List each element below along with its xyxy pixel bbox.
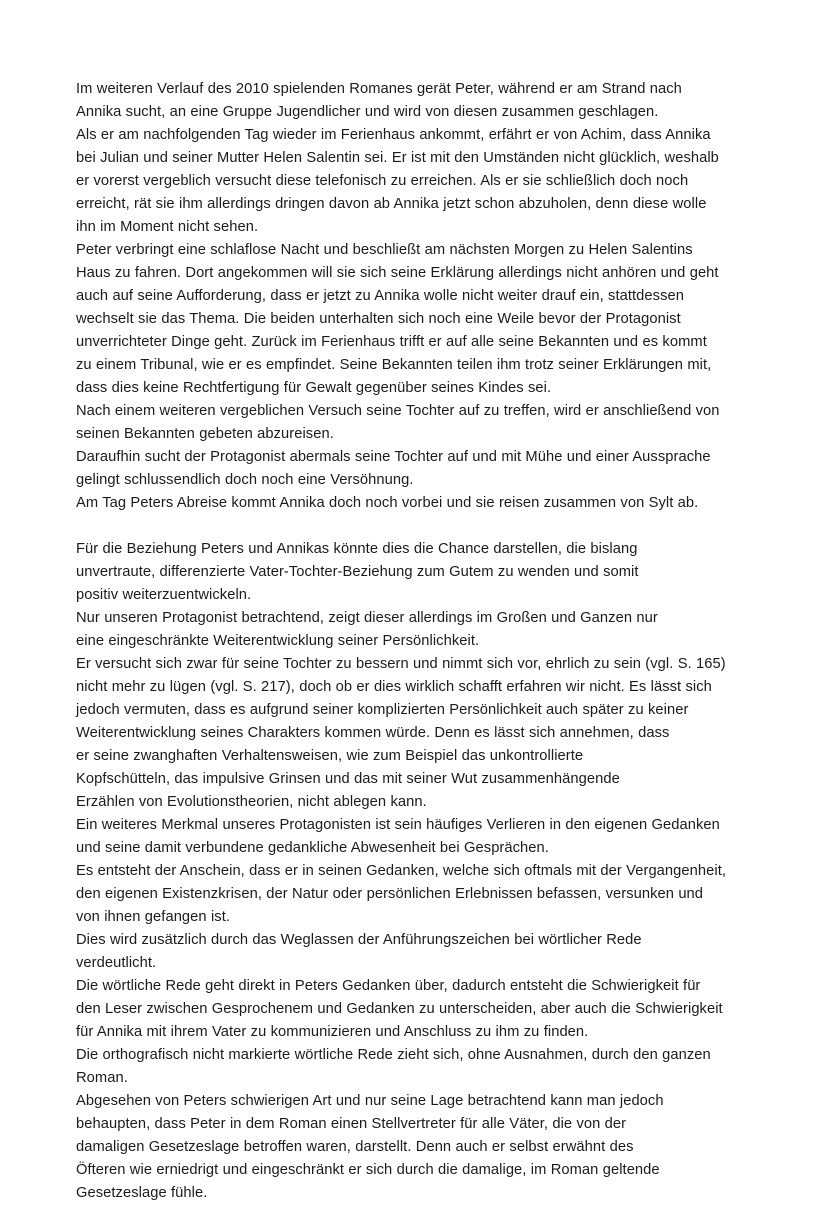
text-line: Die orthografisch nicht markierte wörtliche Rede zieht sich, ohne Ausnahmen, durch den ganzen [76, 1047, 711, 1063]
text-line: gelingt schlussendlich doch noch eine Versöhnung. [76, 472, 414, 488]
text-line: Daraufhin sucht der Protagonist abermals seine Tochter auf und mit Mühe und einer Aussprache [76, 449, 711, 465]
text-line: positiv weiterzuentwickeln. [76, 587, 252, 603]
text-line: Für die Beziehung Peters und Annikas könnte dies die Chance darstellen, die bislang [76, 541, 638, 557]
text-line: nicht mehr zu lügen (vgl. S. 217), doch ob er dies wirklich schafft erfahren wir nicht. Es lässt sich [76, 679, 712, 695]
text-line: verdeutlicht. [76, 955, 157, 971]
text-line: wechselt sie das Thema. Die beiden unterhalten sich noch eine Weile bevor der Protagonist [76, 311, 681, 327]
text-line: ihn im Moment nicht sehen. [76, 219, 259, 235]
text-line: den Leser zwischen Gesprochenem und Gedanken zu unterscheiden, aber auch die Schwierigkeit [76, 1001, 723, 1017]
text-line: dass dies keine Rechtfertigung für Gewalt gegenüber seines Kindes sei. [76, 380, 552, 396]
text-line: eine eingeschränkte Weiterentwicklung seiner Persönlichkeit. [76, 633, 480, 649]
text-line: Gesetzeslage fühle. [76, 1185, 208, 1201]
text-line: Peter verbringt eine schlaflose Nacht und beschließt am nächsten Morgen zu Helen Salentins [76, 242, 693, 258]
text-line: auch auf seine Aufforderung, dass er jetzt zu Annika wolle nicht weiter drauf ein, stattdessen [76, 288, 684, 304]
text-line: von ihnen gefangen ist. [76, 909, 231, 925]
text-line: Kopfschütteln, das impulsive Grinsen und das mit seiner Wut zusammenhängende [76, 771, 620, 787]
text-line: behaupten, dass Peter in dem Roman einen Stellvertreter für alle Väter, die von der [76, 1116, 627, 1132]
text-line: Weiterentwicklung seines Charakters kommen würde. Denn es lässt sich annehmen, dass [76, 725, 670, 741]
text-line: Dies wird zusätzlich durch das Weglassen der Anführungszeichen bei wörtlicher Rede [76, 932, 642, 948]
text-block [76, 78, 754, 515]
document-text-body [76, 78, 754, 1205]
text-line: und seine damit verbundene gedankliche Abwesenheit bei Gesprächen. [76, 840, 549, 856]
text-line: Annika sucht, an eine Gruppe Jugendlicher und wird von diesen zusammen geschlagen. [76, 104, 659, 120]
text-line: Nur unseren Protagonist betrachtend, zeigt dieser allerdings im Großen und Ganzen nur [76, 610, 658, 626]
text-line: Er versucht sich zwar für seine Tochter zu bessern und nimmt sich vor, ehrlich zu sein (vgl. S. 165) [76, 656, 726, 672]
text-line: Als er am nachfolgenden Tag wieder im Ferienhaus ankommt, erfährt er von Achim, dass Annika [76, 127, 711, 143]
text-line: seinen Bekannten gebeten abzureisen. [76, 426, 334, 442]
text-line: Es entsteht der Anschein, dass er in seinen Gedanken, welche sich oftmals mit der Vergangenheit, [76, 863, 727, 879]
text-line: den eigenen Existenzkrisen, der Natur oder persönlichen Erlebnissen befassen, versunken und [76, 886, 704, 902]
text-line: zu einem Tribunal, wie er es empfindet. Seine Bekannten teilen ihm trotz seiner Erklärungen mit, [76, 357, 712, 373]
text-line: damaligen Gesetzeslage betroffen waren, darstellt. Denn auch er selbst erwähnt des [76, 1139, 634, 1155]
text-line: erreicht, rät sie ihm allerdings dringen davon ab Annika jetzt schon abzuholen, denn diese wolle [76, 196, 707, 212]
text-line: bei Julian und seiner Mutter Helen Salentin sei. Er ist mit den Umständen nicht glücklich, weshalb [76, 150, 719, 166]
text-line: unvertraute, differenzierte Vater-Tochter-Beziehung zum Gutem zu wenden und somit [76, 564, 639, 580]
text-line: Nach einem weiteren vergeblichen Versuch seine Tochter auf zu treffen, wird er anschließend von [76, 403, 720, 419]
text-block [76, 538, 754, 1205]
text-line: für Annika mit ihrem Vater zu kommunizieren und Anschluss zu ihm zu finden. [76, 1024, 589, 1040]
text-line: Roman. [76, 1070, 128, 1086]
text-line: er seine zwanghaften Verhaltensweisen, wie zum Beispiel das unkontrollierte [76, 748, 584, 764]
text-line: Am Tag Peters Abreise kommt Annika doch noch vorbei und sie reisen zusammen von Sylt ab. [76, 495, 699, 511]
text-line: Erzählen von Evolutionstheorien, nicht ablegen kann. [76, 794, 427, 810]
text-line: unverrichteter Dinge geht. Zurück im Ferienhaus trifft er auf alle seine Bekannten und es kommt [76, 334, 707, 350]
text-line: Abgesehen von Peters schwierigen Art und nur seine Lage betrachtend kann man jedoch [76, 1093, 664, 1109]
text-line: Haus zu fahren. Dort angekommen will sie sich seine Erklärung allerdings nicht anhören und geht [76, 265, 719, 281]
text-line: jedoch vermuten, dass es aufgrund seiner komplizierten Persönlichkeit auch später zu keiner [76, 702, 689, 718]
text-line: Im weiteren Verlauf des 2010 spielenden Romanes gerät Peter, während er am Strand nach [76, 81, 682, 97]
text-line: Die wörtliche Rede geht direkt in Peters Gedanken über, dadurch entsteht die Schwierigkeit für [76, 978, 701, 994]
text-line: Öfteren wie erniedrigt und eingeschränkt er sich durch die damalige, im Roman geltende [76, 1162, 660, 1178]
text-line: er vorerst vergeblich versucht diese telefonisch zu erreichen. Als er sie schließlich doch noch [76, 173, 689, 189]
text-line: Ein weiteres Merkmal unseres Protagonisten ist sein häufiges Verlieren in den eigenen Gedanken [76, 817, 720, 833]
